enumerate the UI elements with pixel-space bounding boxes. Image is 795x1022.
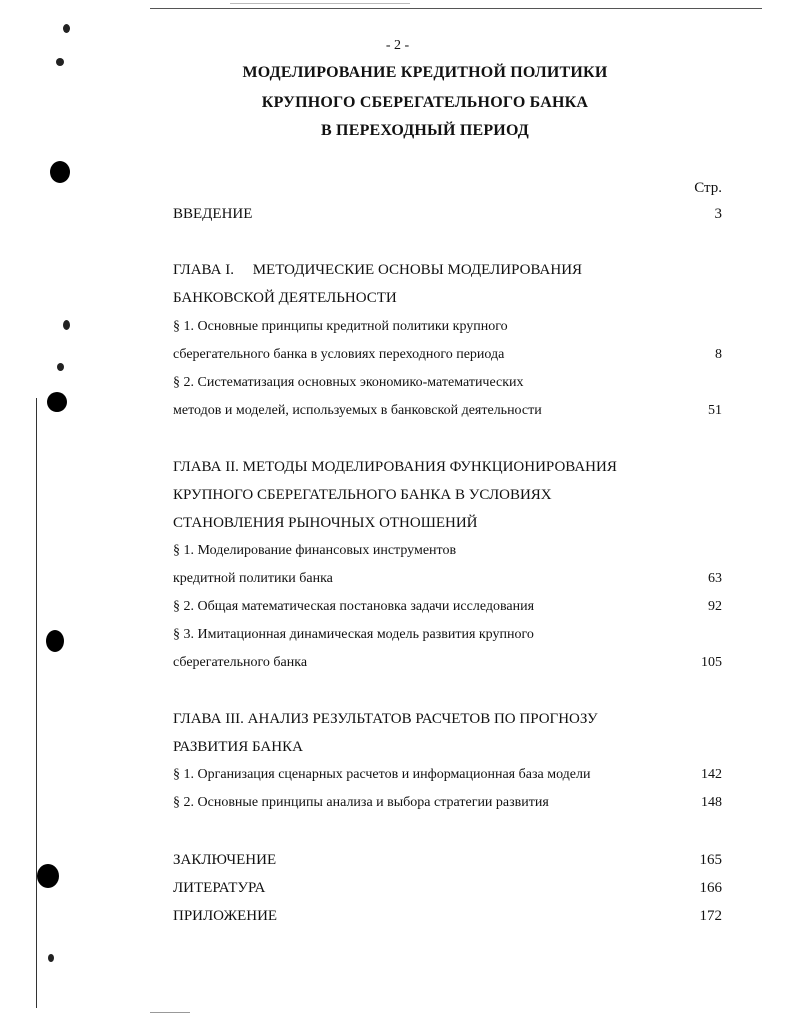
binding-margin-line (36, 398, 37, 1008)
page-number: - 2 - (385, 38, 410, 53)
toc-section: § 2. Систематизация основных экономико-математических (173, 375, 524, 390)
scan-edge-bottom (150, 1012, 190, 1013)
toc-section: § 2. Общая математическая постановка задачи исследования 92 (173, 599, 722, 614)
binding-hole (47, 392, 67, 412)
scan-edge-top (150, 8, 762, 9)
toc-section: § 1. Организация сценарных расчетов и информационная база модели 142 (173, 767, 722, 782)
toc-chapter-2-heading-cont: КРУПНОГО СБЕРЕГАТЕЛЬНОГО БАНКА В УСЛОВИЯХ (173, 487, 552, 503)
page-column-header: Стр. (694, 180, 722, 196)
toc-section: кредитной политики банка 63 (173, 571, 722, 586)
toc-chapter-3-heading: ГЛАВА III. АНАЛИЗ РЕЗУЛЬТАТОВ РАСЧЕТОВ ПО ПРОГНОЗУ (173, 711, 598, 727)
scan-edge-top-faint (230, 3, 410, 4)
toc-entry-introduction: ВВЕДЕНИЕ 3 (173, 206, 722, 222)
binding-hole (50, 161, 70, 183)
toc-section: § 1. Моделирование финансовых инструментов (173, 543, 457, 558)
toc-entry-appendix: ПРИЛОЖЕНИЕ 172 (173, 908, 722, 924)
toc-chapter-1-heading: ГЛАВА I. МЕТОДИЧЕСКИЕ ОСНОВЫ МОДЕЛИРОВАНИЯ (173, 262, 583, 278)
punch-mark (57, 363, 64, 371)
toc-section: § 1. Основные принципы кредитной политики крупного (173, 319, 508, 334)
toc-section: § 2. Основные принципы анализа и выбора стратегии развития 148 (173, 795, 722, 810)
toc-chapter-1-heading-cont: БАНКОВСКОЙ ДЕЯТЕЛЬНОСТИ (173, 290, 397, 306)
toc-chapter-2-heading-cont: СТАНОВЛЕНИЯ РЫНОЧНЫХ ОТНОШЕНИЙ (173, 515, 478, 531)
document-title-line-1: МОДЕЛИРОВАНИЕ КРЕДИТНОЙ ПОЛИТИКИ (242, 64, 608, 81)
toc-section: методов и моделей, используемых в банковской деятельности 51 (173, 403, 722, 418)
binding-hole (37, 864, 59, 888)
toc-chapter-3-heading-cont: РАЗВИТИЯ БАНКА (173, 739, 303, 755)
punch-mark (63, 24, 70, 33)
binding-hole (46, 630, 64, 652)
toc-chapter-2-heading: ГЛАВА II. МЕТОДЫ МОДЕЛИРОВАНИЯ ФУНКЦИОНИРОВАНИЯ (173, 459, 617, 475)
document-title-line-2: КРУПНОГО СБЕРЕГАТЕЛЬНОГО БАНКА (261, 94, 589, 111)
toc-entry-conclusion: ЗАКЛЮЧЕНИЕ 165 (173, 852, 722, 868)
toc-entry-literature: ЛИТЕРАТУРА 166 (173, 880, 722, 896)
punch-mark (48, 954, 54, 962)
document-title-line-3: В ПЕРЕХОДНЫЙ ПЕРИОД (320, 122, 530, 139)
punch-mark (63, 320, 70, 330)
toc-section: сберегательного банка в условиях переходного периода 8 (173, 347, 722, 362)
toc-section: сберегательного банка 105 (173, 655, 722, 670)
toc-section: § 3. Имитационная динамическая модель развития крупного (173, 627, 534, 642)
